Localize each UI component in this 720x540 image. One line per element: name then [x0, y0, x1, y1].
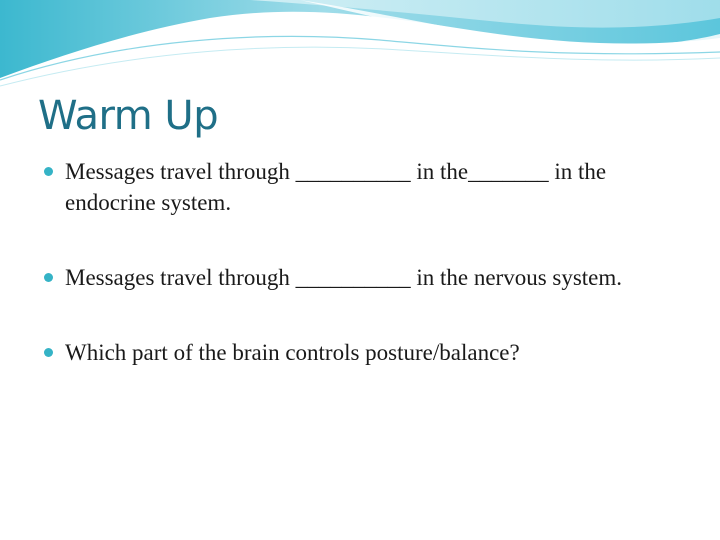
bullet-item-nervous: [44, 262, 684, 293]
slide-title: Warm Up: [38, 93, 219, 139]
header-wave-decoration: [0, 0, 720, 90]
bullet-list: [44, 156, 684, 368]
bullet-dot-icon: [44, 273, 53, 282]
bullet-dot-icon: [44, 348, 53, 357]
bullet-item-endocrine: [44, 156, 684, 218]
bullet-item-brain: [44, 337, 684, 368]
bullet-text: Messages travel through __________ in the nervous system.: [65, 265, 623, 290]
bullet-text: Messages travel through __________ in the_______ in the endocrine system.: [65, 159, 607, 215]
bullet-dot-icon: [44, 167, 53, 176]
bullet-text: Which part of the brain controls posture/balance?: [65, 340, 520, 365]
